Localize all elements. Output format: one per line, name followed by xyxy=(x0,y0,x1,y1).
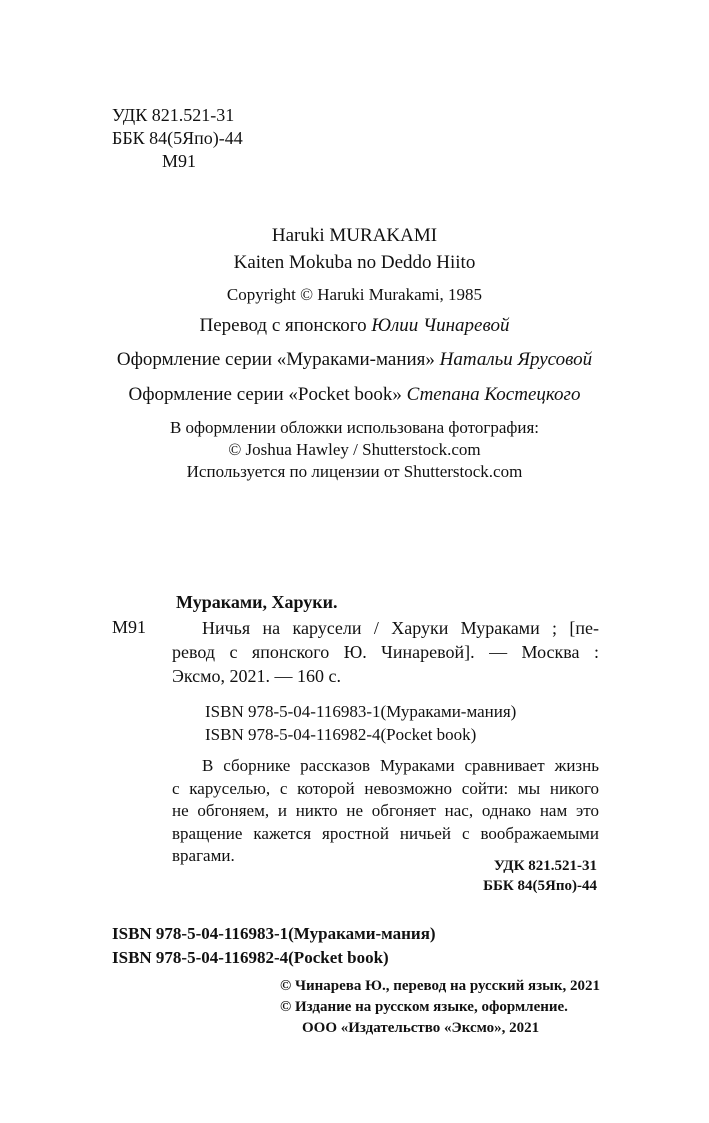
text-line: не обгоняем, и никто не обгоняет нас, однако нам это xyxy=(172,801,599,820)
series-design-credit-pocket xyxy=(0,384,709,406)
catalog-description xyxy=(172,616,599,688)
series-design-prefix-pocket: Оформление серии «Pocket book» xyxy=(128,384,407,405)
bbk-code: ББК 84(5Япо)-44 xyxy=(112,128,243,148)
text-line: © Чинарева Ю., перевод на русский язык, 2021 xyxy=(280,978,601,994)
translator-name: Юлии Чинаревой xyxy=(371,315,510,336)
text-line: В сборнике рассказов Мураками сравнивает жизнь xyxy=(202,756,599,775)
text-line: врагами. xyxy=(172,846,235,865)
bibliographic-codes-block xyxy=(112,104,243,173)
text-line: ревод с японского Ю. Чинаревой]. — Москва : xyxy=(172,642,599,662)
text-line: Эксмо, 2021. — 160 с. xyxy=(172,666,342,686)
original-title-block xyxy=(0,222,709,276)
author-name-latin: Haruki MURAKAMI xyxy=(271,225,438,246)
catalog-isbn-murakami: ISBN 978-5-04-116983-1(Мураками-мания) xyxy=(205,702,517,721)
author-sign-code: М91 xyxy=(162,151,197,171)
series-designer-name-murakami: Натальи Ярусовой xyxy=(439,349,593,370)
catalog-bbk-code: ББК 84(5Япо)-44 xyxy=(483,878,597,894)
translation-credit xyxy=(0,315,709,337)
annotation-paragraph xyxy=(172,755,599,868)
series-design-credit-murakami xyxy=(0,349,709,371)
text-line: с каруселью, с которой невозможно сойти: мы никого xyxy=(172,778,599,798)
footer-isbn-block xyxy=(112,922,436,970)
cover-photo-credit-block xyxy=(0,417,709,483)
translation-credit-prefix: Перевод с японского xyxy=(199,315,372,336)
text-line: ООО «Издательство «Эксмо», 2021 xyxy=(302,1020,540,1036)
cover-photo-credit-line1: В оформлении обложки использована фотография: xyxy=(169,418,540,437)
series-designer-name-pocket: Степана Костецкого xyxy=(406,384,581,405)
original-title: Kaiten Mokuba no Deddo Hiito xyxy=(233,252,476,273)
text-line: Ничья на карусели / Харуки Мураками ; [пе- xyxy=(202,618,599,638)
footer-isbn-murakami: ISBN 978-5-04-116983-1(Мураками-мания) xyxy=(112,924,436,943)
original-copyright-line: Copyright © Haruki Murakami, 1985 xyxy=(226,285,483,304)
text-line: вращение кажется яростной ничьей с воображаемыми xyxy=(172,823,599,843)
cover-photo-credit-line2: © Joshua Hawley / Shutterstock.com xyxy=(228,440,481,459)
catalog-isbn-pocket: ISBN 978-5-04-116982-4(Pocket book) xyxy=(205,725,477,744)
catalog-udk-code: УДК 821.521-31 xyxy=(493,858,597,874)
series-design-prefix-murakami: Оформление серии «Мураками-мания» xyxy=(116,349,440,370)
publisher-copyright-block xyxy=(280,976,600,1039)
catalog-author-heading: Мураками, Харуки. xyxy=(176,592,338,612)
catalog-author-sign: М91 xyxy=(112,617,147,637)
catalog-codes-block xyxy=(483,856,597,896)
text-line: © Издание на русском языке, оформление. xyxy=(280,999,568,1015)
udk-code: УДК 821.521-31 xyxy=(112,105,235,125)
cover-photo-credit-line3: Используется по лицензии от Shutterstock.com xyxy=(186,462,523,481)
catalog-isbn-block xyxy=(205,700,516,746)
footer-isbn-pocket: ISBN 978-5-04-116982-4(Pocket book) xyxy=(112,948,389,967)
